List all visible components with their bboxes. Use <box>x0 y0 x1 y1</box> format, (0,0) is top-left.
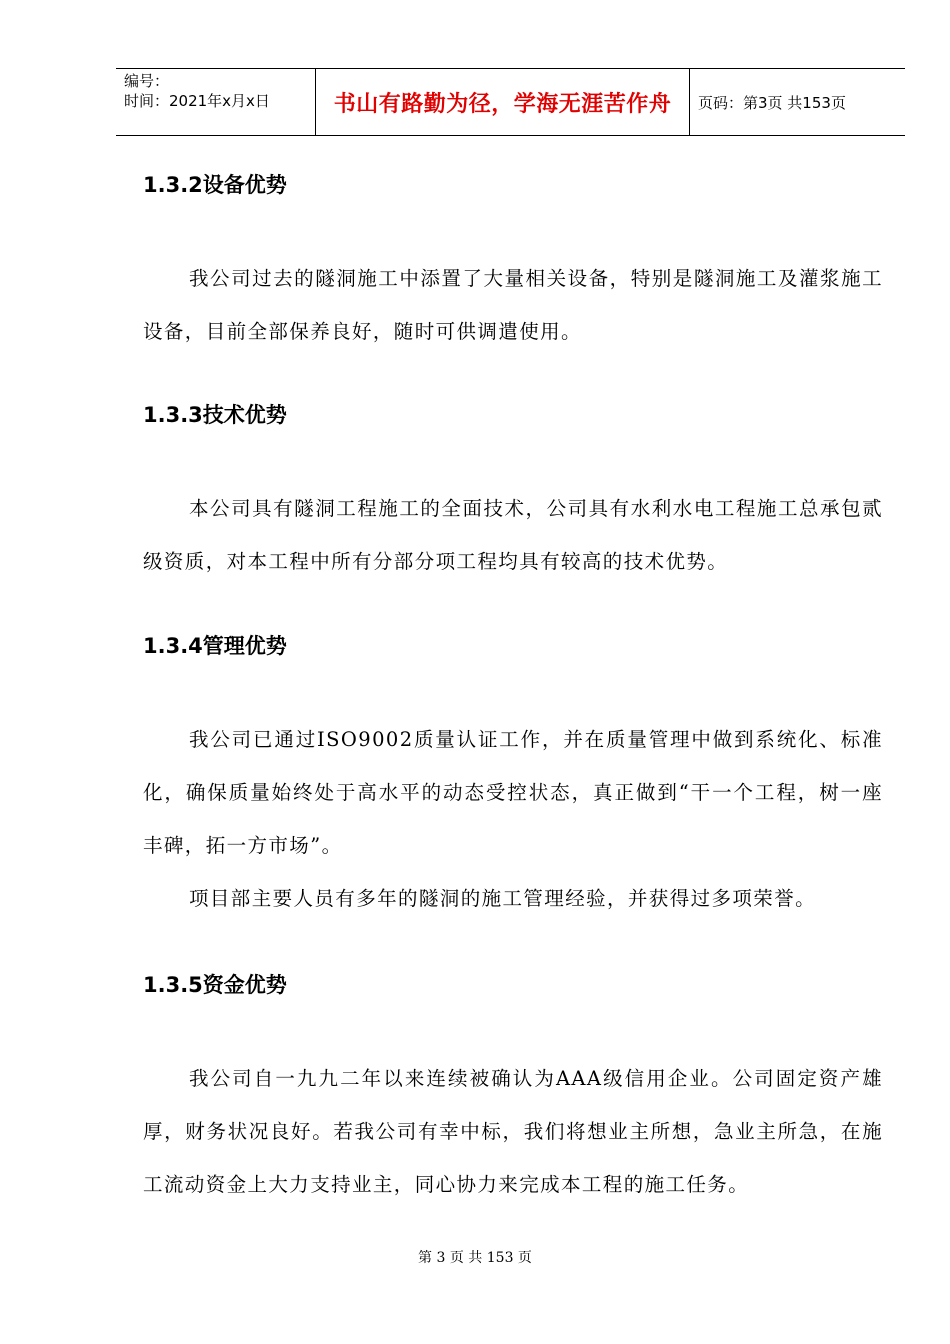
paragraph: 我公司自一九九二年以来连续被确认为AAA级信用企业。公司固定资产雄厚，财务状况良好。若我公司有幸中标，我们将想业主所想，急业主所急，在施工流动资金上大力支持业主，同心协力来完成本工程的施工任务。 <box>143 1067 883 1196</box>
header-meta <box>116 69 316 135</box>
paragraph: 我公司过去的隧洞施工中添置了大量相关设备，特别是隧洞施工及灌浆施工设备，目前全部保养良好，随时可供调遣使用。 <box>143 267 883 343</box>
header-motto: 书山有路勤为径，学海无涯苦作舟 <box>316 69 690 135</box>
section-title: 1.3.5资金优势 <box>143 973 287 997</box>
section-title: 1.3.3技术优势 <box>143 403 287 427</box>
paragraph: 我公司已通过ISO9002质量认证工作，并在质量管理中做到系统化、标准化，确保质量始终处于高水平的动态受控状态，真正做到“干一个工程，树一座丰碑，拓一方市场”。 <box>143 728 883 857</box>
document-body <box>143 165 883 1211</box>
section-title: 1.3.4管理优势 <box>143 634 287 658</box>
page-header <box>116 68 905 136</box>
header-page-info: 页码：第3页 共153页 <box>698 93 846 112</box>
section-title: 1.3.2设备优势 <box>143 173 287 197</box>
paragraph: 本公司具有隧洞工程施工的全面技术，公司具有水利水电工程施工总承包贰级资质，对本工程中所有分部分项工程均具有较高的技术优势。 <box>143 497 883 573</box>
section-capital <box>143 965 883 1211</box>
document-number-label: 编号： <box>124 72 170 90</box>
paragraph: 项目部主要人员有多年的隧洞的施工管理经验，并获得过多项荣誉。 <box>189 887 817 910</box>
section-technology <box>143 395 883 588</box>
document-date: 时间：2021年x月x日 <box>124 92 270 110</box>
page-footer: 第 3 页 共 153 页 <box>418 1250 532 1266</box>
section-equipment <box>143 165 883 358</box>
section-management <box>143 626 883 925</box>
